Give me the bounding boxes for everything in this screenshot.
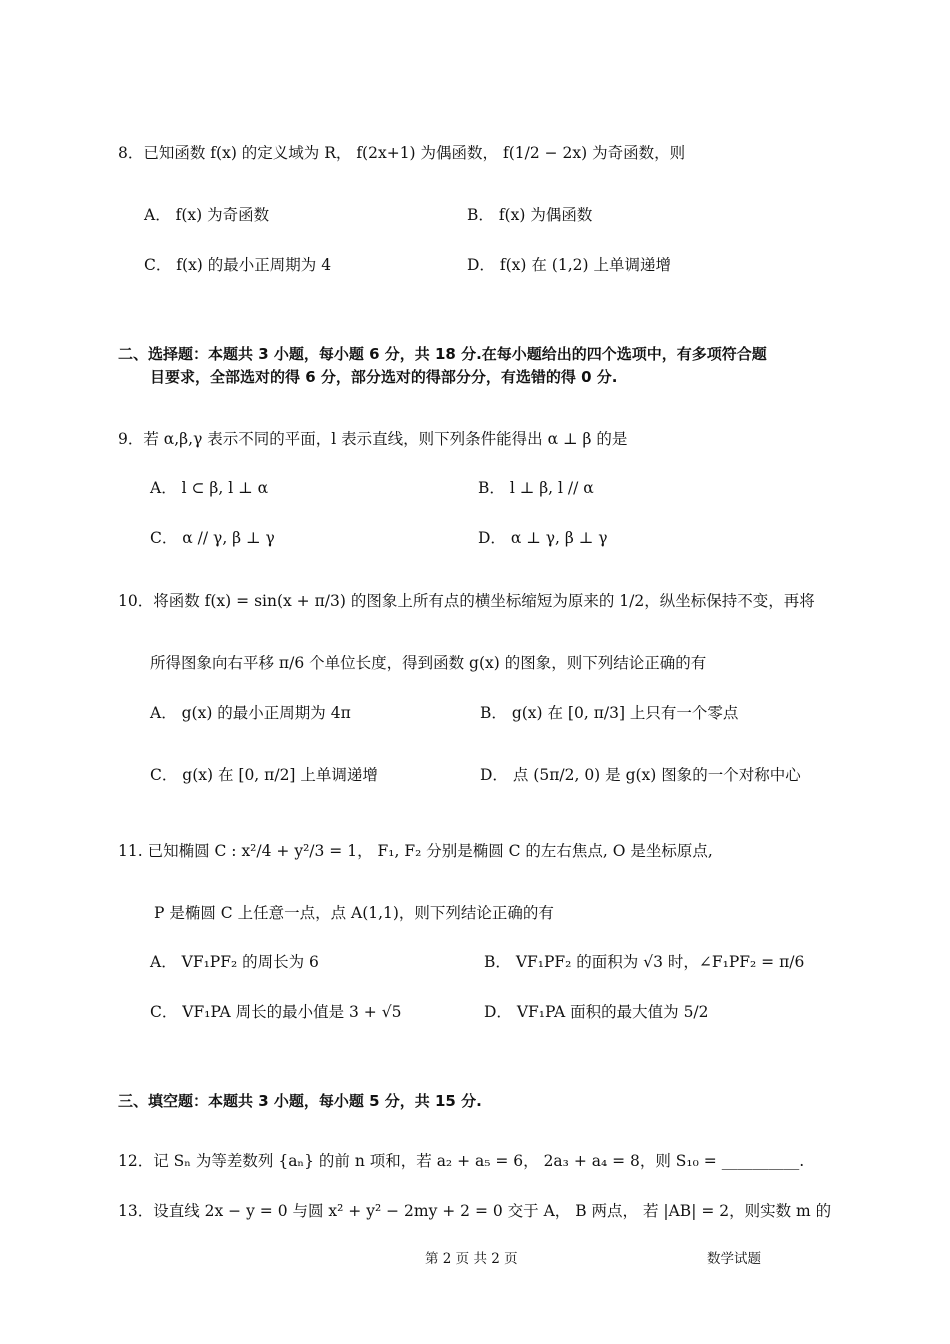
question-11-stem: 11. 已知椭圆 C : x²/4 + y²/3 = 1， F₁, F₂ 分别是椭圆 C 的左右焦点, O 是坐标原点,: [118, 842, 713, 860]
section-3-heading: 三、填空题：本题共 3 小题，每小题 5 分，共 15 分.: [118, 1092, 482, 1110]
question-10-option-d: D． 点 (5π/2, 0) 是 g(x) 图象的一个对称中心: [480, 766, 801, 784]
question-8-option-b: B． f(x) 为偶函数: [467, 206, 593, 224]
question-8-option-a: A． f(x) 为奇函数: [144, 206, 270, 224]
question-10-stem: 10．将函数 f(x) = sin(x + π/3) 的图象上所有点的横坐标缩短为原来的 1/2，纵坐标保持不变，再将: [118, 592, 815, 610]
question-11-option-c: C． VF₁PA 周长的最小值是 3 + √5: [150, 1003, 402, 1021]
question-10-option-b: B． g(x) 在 [0, π/3] 上只有一个零点: [480, 704, 739, 722]
question-11-option-b: B． VF₁PF₂ 的面积为 √3 时，∠F₁PF₂ = π/6: [484, 953, 805, 971]
question-10-option-c: C． g(x) 在 [0, π/2] 上单调递增: [150, 766, 378, 784]
question-9-stem: 9．若 α,β,γ 表示不同的平面，l 表示直线，则下列条件能得出 α ⊥ β 的是: [118, 430, 628, 448]
question-9-option-c: C． α // γ, β ⊥ γ: [150, 529, 275, 547]
question-13-stem: 13．设直线 2x − y = 0 与圆 x² + y² − 2my + 2 = 0 交于 A， B 两点， 若 |AB| = 2，则实数 m 的: [118, 1202, 832, 1220]
question-11-option-a: A． VF₁PF₂ 的周长为 6: [150, 953, 319, 971]
question-8-stem: 8．已知函数 f(x) 的定义域为 R， f(2x+1) 为偶函数， f(1/2 − 2x) 为奇函数，则: [118, 144, 686, 162]
question-11-option-d: D． VF₁PA 面积的最大值为 5/2: [484, 1003, 709, 1021]
question-9-option-d: D． α ⊥ γ, β ⊥ γ: [478, 529, 608, 547]
question-9-option-a: A． l ⊂ β, l ⊥ α: [150, 479, 269, 497]
question-12-stem: 12．记 Sₙ 为等差数列 {aₙ} 的前 n 项和，若 a₂ + a₅ = 6， 2a₃ + a₄ = 8，则 S₁₀ = __________.: [118, 1152, 805, 1170]
section-2-heading-cont: 目要求，全部选对的得 6 分，部分选对的得部分分，有选错的得 0 分.: [150, 368, 618, 386]
question-10-stem-cont: 所得图象向右平移 π/6 个单位长度，得到函数 g(x) 的图象，则下列结论正确的有: [150, 654, 707, 672]
question-9-option-b: B． l ⊥ β, l // α: [478, 479, 594, 497]
question-11-stem-cont: P 是椭圆 C 上任意一点，点 A(1,1)，则下列结论正确的有: [154, 904, 554, 922]
subject-label: 数学试题: [707, 1251, 761, 1267]
section-2-heading: 二、选择题：本题共 3 小题，每小题 6 分，共 18 分.在每小题给出的四个选项中，有多项符合题: [118, 345, 767, 363]
question-8-option-c: C． f(x) 的最小正周期为 4: [144, 256, 332, 274]
page-number: 第 2 页 共 2 页: [425, 1251, 518, 1267]
question-8-option-d: D． f(x) 在 (1,2) 上单调递增: [467, 256, 671, 274]
question-10-option-a: A． g(x) 的最小正周期为 4π: [150, 704, 351, 722]
